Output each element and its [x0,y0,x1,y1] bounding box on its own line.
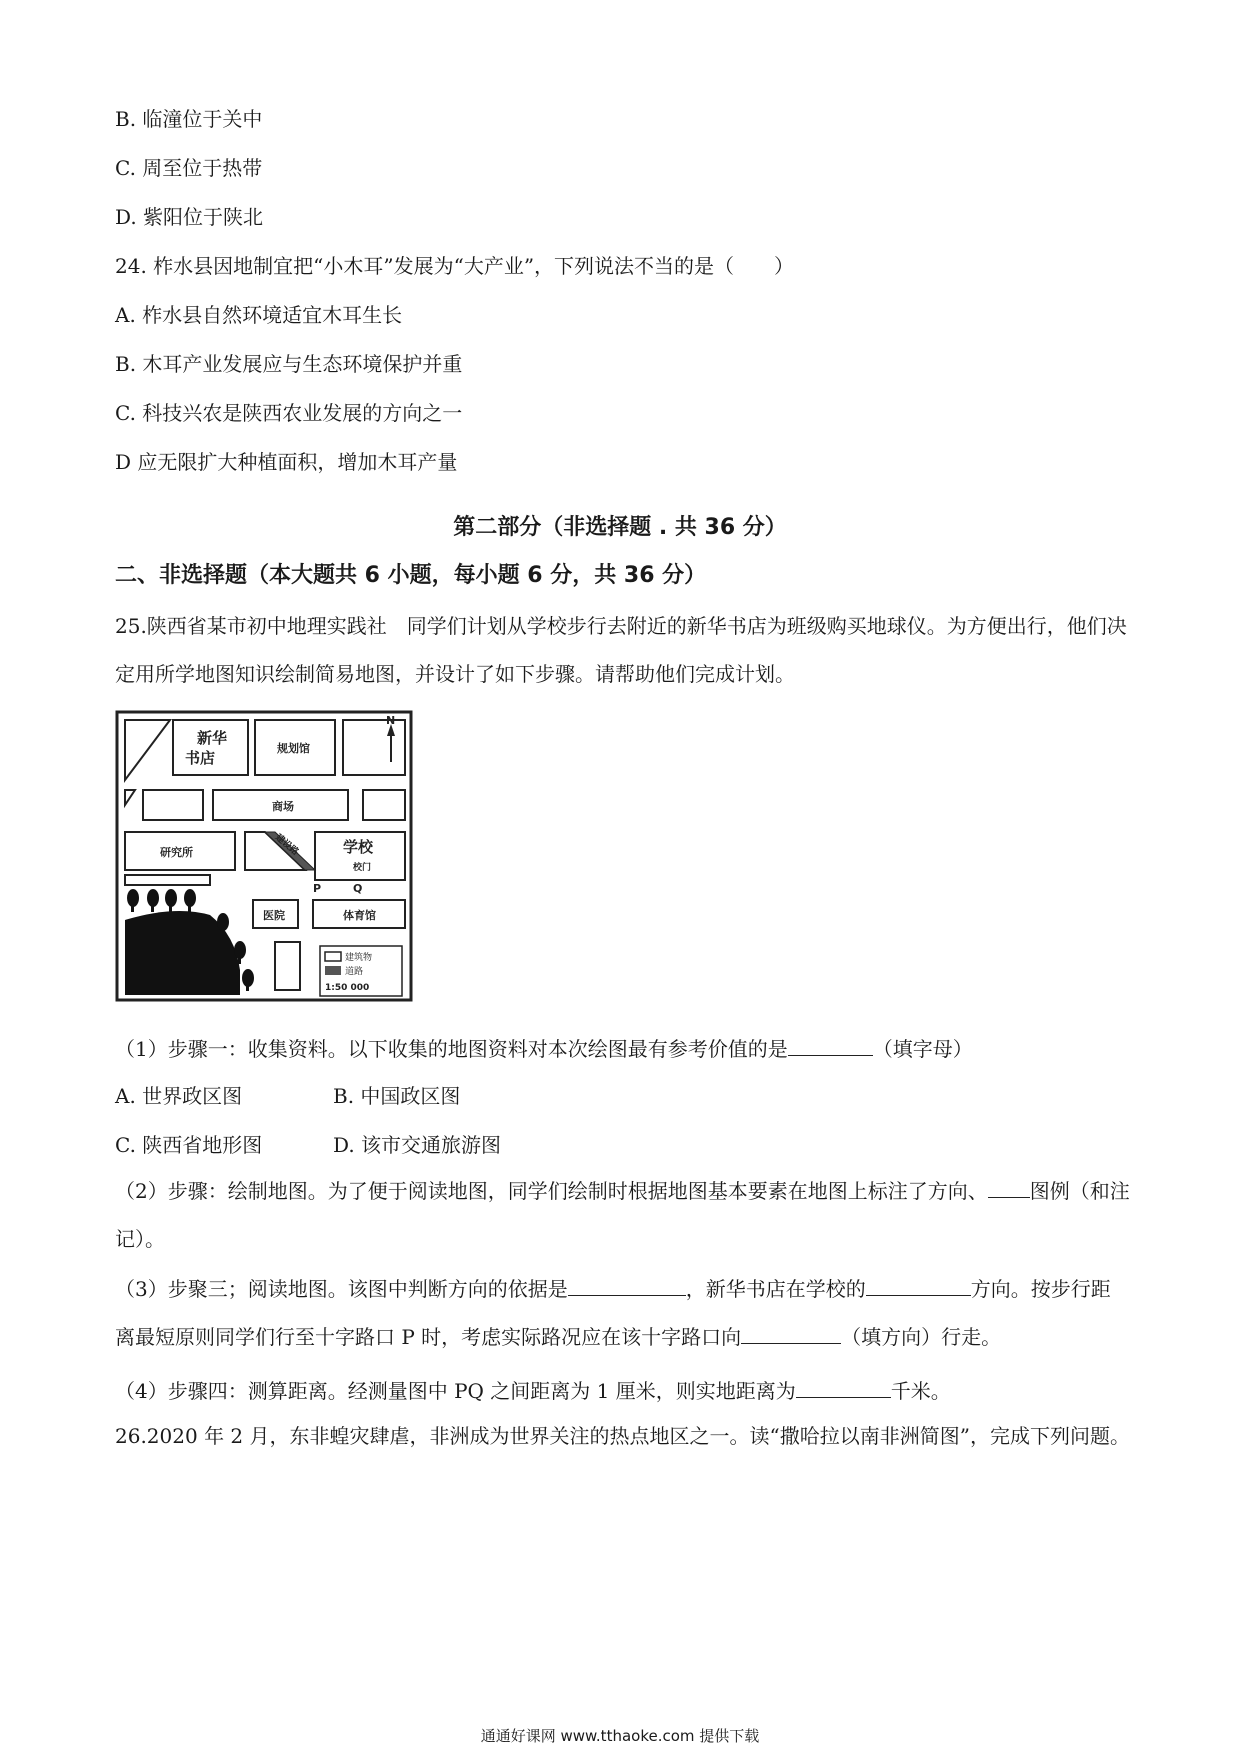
q25-step2-tail: 图例（和注记）。 [115,1179,1130,1251]
q25-step3-text-1: （3）步聚三；阅读地图。该图中判断方向的依据是 [115,1277,568,1301]
legend-road-swatch [325,966,341,975]
map-label-p: P [313,882,322,895]
q25-step2-text: （2）步骤：绘制地图。为了便于阅读地图，同学们绘制时根据地图基本要素在地图上标注了方向、 [115,1179,988,1203]
q23-option-d: D. 紫阳位于陕北 [115,205,264,229]
q25-step3 [115,1265,1130,1361]
q25-step1-option-c: C. 陕西省地形图 [115,1133,263,1157]
q25-step2-blank[interactable] [988,1175,1030,1198]
q25-step1-text: （1）步骤一：收集资料。以下收集的地图资料对本次绘图最有参考价值的是 [115,1037,788,1061]
map-label-school: 学校 [343,838,374,856]
q25-stem: 25.陕西省某市初中地理实践社 同学们计划从学校步行去附近的新华书店为班级购买地球仪。为方便出行，他们决定用所学地图知识绘制简易地图，并设计了如下步骤。请帮助他们完成计划。 [115,614,1127,686]
q25-step1-option-d: D. 该市交通旅游图 [333,1133,502,1157]
map-label-xinhua-1: 新华 [197,729,228,747]
q25-step1-blank[interactable] [788,1033,873,1056]
q24-option-b: B. 木耳产业发展应与生态环境保护并重 [115,352,463,376]
q25-step2 [115,1167,1130,1263]
q25-step1 [115,1033,973,1063]
map-label-xinhua-2: 书店 [185,749,216,767]
q25-step3-blank-1[interactable] [568,1273,686,1296]
q24-stem: 24. 柞水县因地制宜把“小木耳”发展为“大产业”，下列说法不当的是（ ） [115,254,795,278]
page-footer: 通通好课网 www.tthaoke.com 提供下载 [480,1727,760,1745]
map-label-stadium: 体育馆 [343,909,376,922]
map-label-mall: 商场 [272,800,294,813]
part2-heading: 二、非选择题（本大题共 6 小题，每小题 6 分，共 36 分） [115,563,707,588]
q25-step4-text: （4）步骤四：测算距离。经测量图中 PQ 之间距离为 1 厘米，则实地距离为 [115,1379,796,1403]
q23-option-c: C. 周至位于热带 [115,156,263,180]
q25-step4 [115,1375,951,1405]
q25-step4-blank[interactable] [796,1375,891,1398]
q26-stem: 26.2020 年 2 月，东非蝗灾肆虐，非洲成为世界关注的热点地区之一。读“撒哈拉以南非洲简图”，完成下列问题。 [115,1424,1130,1448]
q25-step3-blank-2[interactable] [866,1273,971,1296]
q24-option-c: C. 科技兴农是陕西农业发展的方向之一 [115,401,463,425]
q25-step3-text-3: 方向。按步行距离最短原则同学们行至十字路口 P 时，考虑实际路况应在该十字路口向 [115,1277,1111,1349]
q24-option-d: D 应无限扩大种植面积，增加木耳产量 [115,450,458,474]
q25-step1-option-b: B. 中国政区图 [333,1084,461,1108]
q23-option-b: B. 临潼位于关中 [115,107,263,131]
map-label-hospital: 医院 [263,909,285,922]
map-label-gate: 校门 [353,863,372,873]
q25-step1-hint: （填字母） [872,1037,973,1061]
map-label-road: 建设路 [273,832,301,858]
map-label-q: Q [353,882,363,895]
q25-step1-option-a: A. 世界政区图 [115,1084,243,1108]
map-label-planning: 规划馆 [277,742,310,755]
map-scale: 1:50 000 [325,983,370,993]
map-label-north: N [386,714,396,727]
map-label-institute: 研究所 [160,846,193,859]
legend-road-label: 道路 [345,967,364,977]
school-area-map [115,710,415,1005]
part2-title: 第二部分（非选择题 . 共 36 分） [453,515,787,540]
q25-step4-tail: 千米。 [890,1379,951,1403]
q25-step3-blank-3[interactable] [741,1321,841,1344]
q24-option-a: A. 柞水县自然环境适宜木耳生长 [115,303,403,327]
q25-step3-text-4: （填方向）行走。 [841,1325,1002,1349]
legend-building-label: 建筑物 [345,953,373,963]
q25-step3-text-2: ，新华书店在学校的 [685,1277,866,1301]
